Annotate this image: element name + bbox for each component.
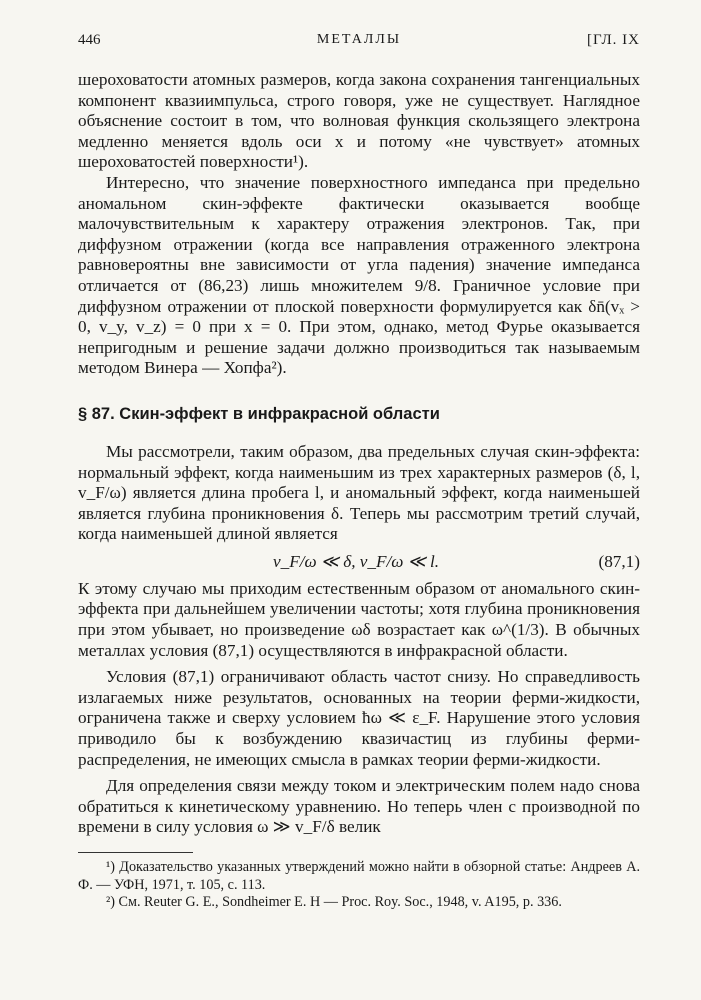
footnote: ¹) Доказательство указанных утверждений можно найти в обзорной статье: Андреев А. Ф. — УФН, 1971, т. 105, с. 113. (78, 859, 640, 893)
paragraph: Интересно, что значение поверхностного импеданса при предельно аномальном скин-эффекте фактически оказывается вообще малочувствительным к характеру отражения электронов. Так, при диффузном отражении (когда все направления отраженного электрона равновероятны вне зависимости от угла падения) значение импеданса отличается от (86,23) лишь множителем 9/8. Граничное условие при диффузном отражении от плоской поверхности формулируется как δn̄(vₓ > 0, v_y, v_z) = 0 при x = 0. При этом, однако, метод Фурье оказывается непригодным и решение задачи должно производиться так называемым методом Винера — Хопфа²). (78, 172, 640, 378)
display-formula (78, 545, 640, 579)
chapter-label: [ГЛ. IX (586, 32, 640, 48)
paragraph: Мы рассмотрели, таким образом, два предельных случая скин-эффекта: нормальный эффект, когда наименьшим из трех характерных размеров (δ, l, v_F/ω) является длина пробега l, и аномальный эффект, когда наименьшей является глубина проникновения δ. Теперь мы рассмотрим третий случай, когда наименьшей длиной является (78, 441, 640, 544)
footnote: ²) См. Reuter G. E., Sondheimer E. H — Proc. Roy. Soc., 1948, v. A195, p. 336. (106, 894, 562, 910)
page-header (78, 32, 640, 56)
section-heading: § 87. Скин-эффект в инфракрасной области (78, 404, 440, 423)
page-body (78, 70, 640, 912)
formula-number: (87,1) (598, 551, 640, 571)
paragraph: Для определения связи между током и электрическим полем надо снова обратиться к кинетическому уравнению. Но теперь член с производной по времени в силу условия ω ≫ v_F/δ велик (78, 776, 640, 837)
footnote-rule (78, 852, 193, 853)
running-title: МЕТАЛЛЫ (316, 32, 402, 47)
paragraph-continued: шероховатости атомных размеров, когда закона сохранения тангенциальных компонент квазиимпульса, строго говоря, уже не существует. Наглядное объяснение состоит в том, что волновая функция скользящего электрона медленно меняется вдоль оси x и потому «не чувствует» атомных шероховатостей поверхности¹). (78, 70, 640, 172)
paragraph: К этому случаю мы приходим естественным образом от аномального скин-эффекта при дальнейшем увеличении частоты; хотя глубина проникновения при этом убывает, но произведение ωδ возрастает как ω^(1/3). В обычных металлах условия (87,1) осуществляются в инфракрасной области. (78, 578, 640, 660)
formula-expression: v_F/ω ≪ δ, v_F/ω ≪ l. (273, 551, 440, 571)
page-number: 446 (78, 32, 101, 48)
paragraph: Условия (87,1) ограничивают область частот снизу. Но справедливость излагаемых ниже результатов, основанных на теории ферми-жидкости, ограничена также и сверху условием ħω ≪ ε_F. Нарушение этого условия приводило бы к возбуждению квазичастиц из глубины ферми-распределения, не имеющих смысла в рамках теории ферми-жидкости. (78, 667, 640, 769)
